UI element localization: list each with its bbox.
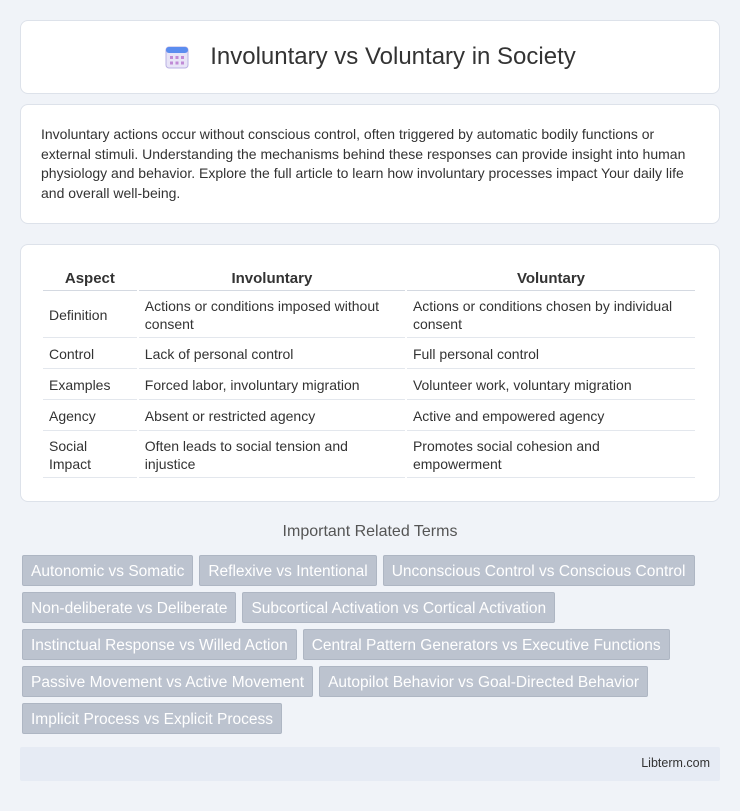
table-cell: Agency [43,402,137,431]
table-row [43,433,695,478]
table-cell: Full personal control [407,340,695,369]
table-cell: Often leads to social tension and injustice [139,433,405,478]
table-cell: Actions or conditions imposed without consent [139,293,405,338]
table-header-row [43,267,695,291]
table-row [43,371,695,400]
table-row [43,293,695,338]
header-card [20,20,720,94]
column-header: Aspect [43,267,137,291]
related-term-tag[interactable]: Unconscious Control vs Conscious Control [383,555,695,586]
table-cell: Absent or restricted agency [139,402,405,431]
related-term-tag[interactable]: Reflexive vs Intentional [199,555,376,586]
related-term-tag[interactable]: Subcortical Activation vs Cortical Activation [242,592,555,623]
table-row [43,402,695,431]
comparison-table-card [20,244,720,502]
table-cell: Examples [43,371,137,400]
related-term-tag[interactable]: Passive Movement vs Active Movement [22,666,313,697]
table-cell: Promotes social cohesion and empowerment [407,433,695,478]
table-row [43,340,695,369]
intro-text: Involuntary actions occur without conscious control, often triggered by automatic bodily functions or external stimuli. Understanding the mechanisms behind these responses can provide insight into human physiology and behavior. Explore the full article to learn how involuntary processes impact Your daily life and overall well-being. [41,126,686,201]
column-header: Involuntary [139,267,405,291]
related-term-tag[interactable]: Autopilot Behavior vs Goal-Directed Behavior [319,666,648,697]
footer [20,747,720,781]
related-term-tag[interactable]: Instinctual Response vs Willed Action [22,629,297,660]
related-terms-title: Important Related Terms [282,523,458,540]
comparison-table [41,265,697,480]
related-term-tag[interactable]: Autonomic vs Somatic [22,555,193,586]
related-term-tag[interactable]: Implicit Process vs Explicit Process [22,703,282,734]
table-cell: Volunteer work, voluntary migration [407,371,695,400]
footer-site-link[interactable]: Libterm.com [641,756,710,770]
table-cell: Definition [43,293,137,338]
related-term-tag[interactable]: Non-deliberate vs Deliberate [22,592,236,623]
related-terms-list [22,555,722,740]
related-term-tag[interactable]: Central Pattern Generators vs Executive Functions [303,629,670,660]
table-cell: Control [43,340,137,369]
calendar-icon [164,44,190,70]
table-cell: Forced labor, involuntary migration [139,371,405,400]
table-cell: Social Impact [43,433,137,478]
table-cell: Lack of personal control [139,340,405,369]
column-header: Voluntary [407,267,695,291]
table-cell: Actions or conditions chosen by individual consent [407,293,695,338]
table-cell: Active and empowered agency [407,402,695,431]
page-title: Involuntary vs Voluntary in Society [210,43,576,70]
intro-card [20,104,720,224]
